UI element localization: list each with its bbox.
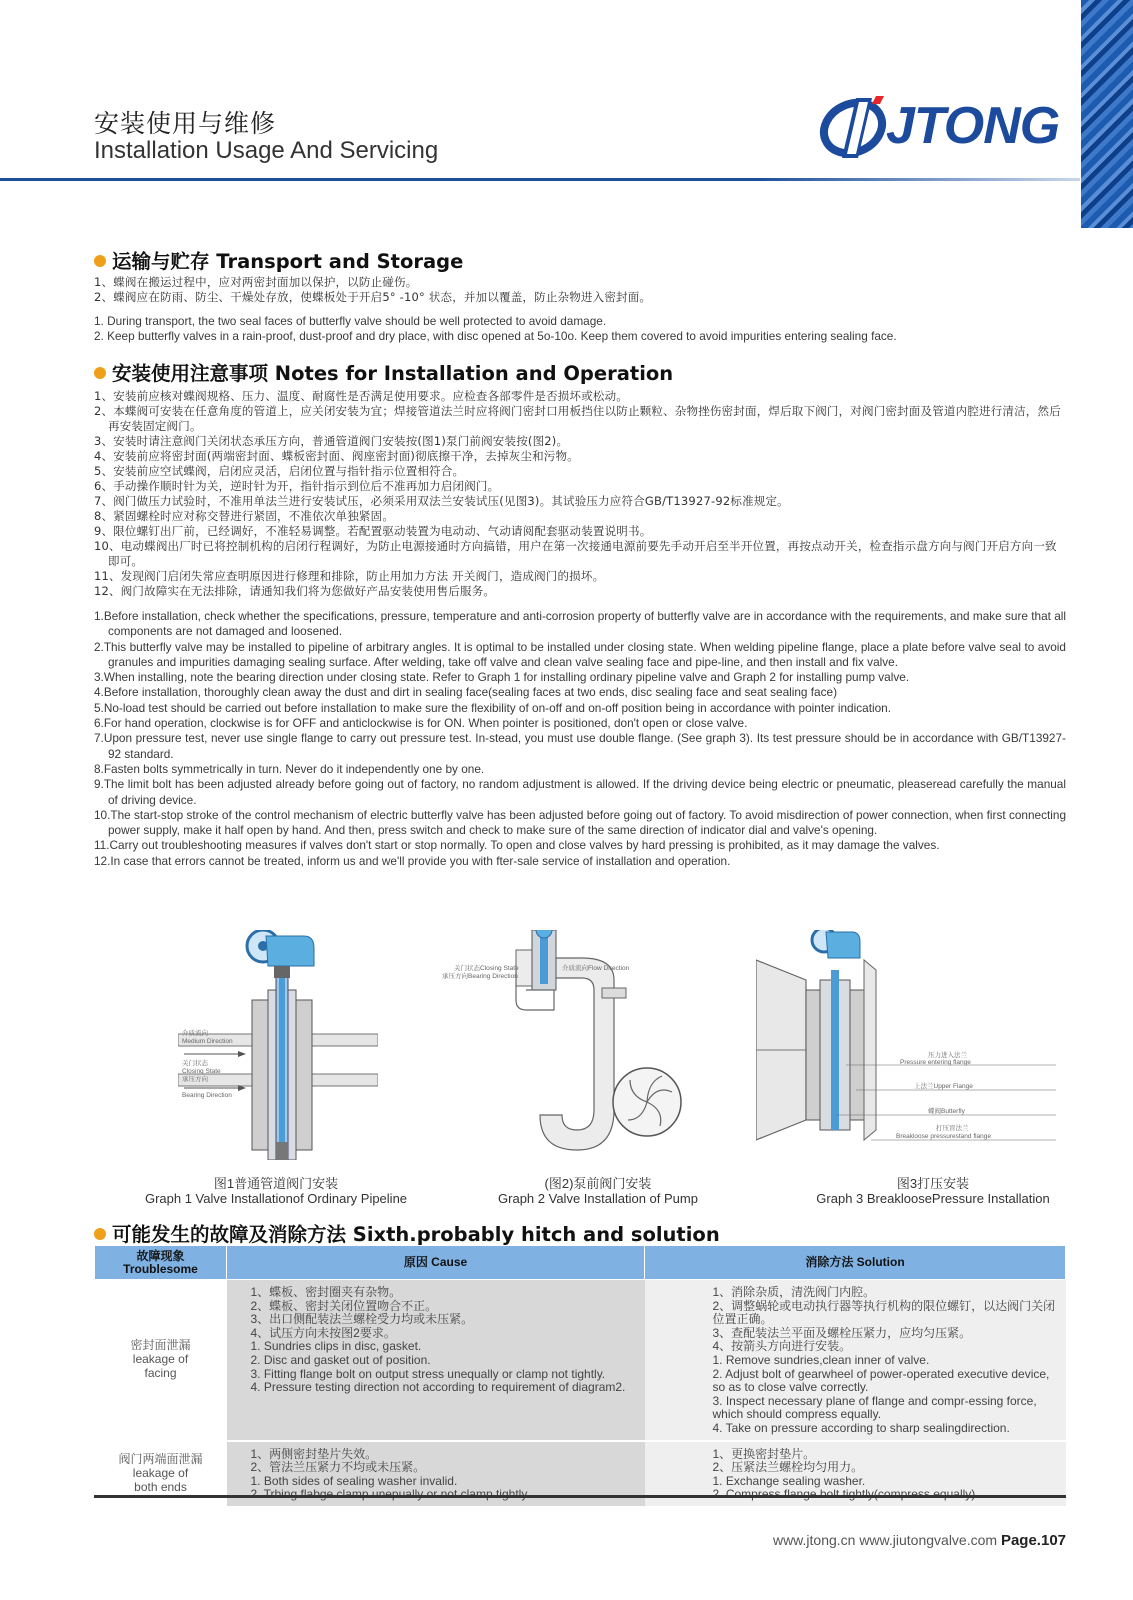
figure-3-label: Breakloose pressurestand flange <box>896 1133 992 1140</box>
transport-zh-item: 1、蝶阀在搬运过程中，应对两密封面加以保护，以防止碰伤。 <box>94 275 418 289</box>
install-zh-item: 12、阀门故障实在无法排除，请通知我们将为您做好产品安装使用售后服务。 <box>94 584 496 598</box>
figure-3-caption: 图3打压安装 Graph 3 BreakloosePressure Installation <box>816 1176 1050 1206</box>
figure-3-label: 打压盲法兰 <box>936 1125 969 1132</box>
install-en-item: 1.Before installation, check whether the specifications, pressure, temperature and anti-corrosion property of butterfly valve are in accordance with the requirements, and make sure that all components are not damaged and loosened. <box>94 609 1066 639</box>
solution-cell: 1、消除杂质，清洗阀门内腔。 2、调整蜗轮或电动执行器等执行机构的限位螺钉，以达阀门关闭位置正确。 3、查配装法兰平面及螺栓压紧力，应均匀压紧。 4、按箭头方向进行安装。 1. Remove sundries,clean inner of valve. 2. Adjust bolt of gearwheel of power-operated executive device, so as to close valve correctly. 3. Inspect necessary plane of flange and compr-essing force, which should compress equally. 4. Take on pressure according to sharp sealingdirection. <box>645 1280 1066 1441</box>
table-row <box>95 1280 1066 1441</box>
section-title-install: 安装使用注意事项 Notes for Installation and Operation <box>94 358 673 386</box>
figure-2-label: 关门状态Closing State <box>454 965 519 972</box>
install-en-item: 7.Upon pressure test, never use single flange to carry out pressure test. In-stead, you must use double flange. (See graph 3). Its test pressure should be in accordance with GB/T13927-92 standard. <box>94 731 1066 761</box>
figure-3-label: 蝶阀Butterfly <box>928 1108 965 1115</box>
install-zh-item: 8、紧固螺栓时应对称交替进行紧固，不准依次单独紧固。 <box>94 509 395 523</box>
symptom-cell: 密封面泄漏 leakage of facing <box>95 1280 227 1441</box>
figure-2-caption: (图2)泵前阀门安装 Graph 2 Valve Installation of Pump <box>498 1176 698 1206</box>
figure-1-ordinary-pipeline-diagram <box>178 930 378 1160</box>
page-title-zh: 安装使用与维修 <box>94 109 277 138</box>
page-footer <box>773 1532 1066 1549</box>
transport-en-item: 1. During transport, the two seal faces of butterfly valve should be well protected to avoid damage. <box>94 314 607 328</box>
brand-logo <box>818 92 1066 162</box>
header-divider <box>0 178 1080 181</box>
install-zh-item: 1、安装前应核对蝶阀规格、压力、温度、耐腐性是否满足使用要求。应检查各部零件是否损坏或松动。 <box>94 389 629 403</box>
table-bottom-rule <box>94 1495 1066 1498</box>
corner-stripe-decoration <box>1081 0 1133 228</box>
bullet-icon <box>94 255 106 267</box>
install-en-item: 2.This butterfly valve may be installed to pipeline of arbitrary angles. It is optimal to be installed under closing state. When welding pipeline flange, place a plate before valve seal to avoid granules and impurities damaging sealing surface. After welding, take off valve and clean valve sealing face and pipe-line, and then install and fix valve. <box>94 639 1066 669</box>
install-zh-item: 9、限位螺钉出厂前，已经调好，不准轻易调整。若配置驱动装置为电动动、气动请阅配套驱动装置说明书。 <box>94 524 652 538</box>
figure-2-label: 承压方向Bearing Direction <box>442 973 518 980</box>
section-title-trouble: 可能发生的故障及消除方法 Sixth.probably hitch and solution <box>94 1219 720 1247</box>
install-en-item: 9.The limit bolt has been adjusted already before going out of factory, no random adjustment is allowed. If the driving device being electric or pneumatic, pleaseread carefully the manual of driving device. <box>94 777 1066 807</box>
install-en-item: 10.The start-stop stroke of the control mechanism of electric butterfly valve has been adjusted before going out of factory. To avoid misdirection of power connection, when first connecting power supply, make it half open by hand. And then, press switch and check to make sure of the same direction of indicator dial and valve's opening. <box>94 807 1066 838</box>
cause-cell: 1、蝶板、密封圈夹有杂物。 2、蝶板、密封关闭位置吻合不正。 3、出口侧配装法兰螺栓受力均或未压紧。 4、试压方向未按图2要求。 1. Sundries clips in disc, gasket. 2. Disc and gasket out of position. 3. Fitting flange bolt on output stress unequally or clamp not tightly. 4. Pressure testing direction not according to requirement of diagram2. <box>227 1280 645 1441</box>
cause-cell: 1、两侧密封垫片失效。 2、管法兰压紧力不均或未压紧。 1. Both sides of sealing washer invalid. <box>227 1441 645 1507</box>
install-en-item: 11.Carry out troubleshooting measures if valves don't start or stop normally. To open and close valves by hard pressing is prohibited, as it may damage the valves. <box>94 838 940 853</box>
install-zh-item: 2、本蝶阀可安装在任意角度的管道上，应关闭安装为宜；焊接管道法兰时应将阀门密封口用板挡住以防止颗粒、杂物挫伤密封面，焊后取下阀门，对阀门密封面及管道内腔进行清洁，然后再安装固定阀门。 <box>94 404 1061 433</box>
figure-1-label: 介质流向 <box>182 1030 208 1037</box>
figure-3-pressure-test-diagram <box>756 930 1066 1160</box>
install-en-item: 5.No-load test should be carried out before installation to make sure the flexibility of on-off and on-off position being in accordance with pointer indication. <box>94 700 891 715</box>
figure-1-label: Bearing Direction <box>182 1092 232 1099</box>
figure-2-label: 介质流向Flow Direction <box>562 965 630 972</box>
transport-zh-item: 2、蝶阀应在防雨、防尘、干燥处存放，使蝶板处于开启5° -10° 状态，并加以覆盖，防止杂物进入密封面。 <box>94 290 652 304</box>
header-cause: 原因 Cause <box>227 1246 645 1280</box>
figure-3-label: Pressure entering flange <box>900 1059 971 1066</box>
figure-2-pump-diagram <box>442 930 682 1160</box>
page-title-en: Installation Usage And Servicing <box>94 137 439 164</box>
install-zh-item: 5、安装前应空试蝶阀，启闭应灵活，启闭位置与指针指示位置相符合。 <box>94 464 465 478</box>
figure-1-label: Medium Direction <box>182 1038 233 1045</box>
symptom-cell: 阀门两端面泄漏 leakage of both ends <box>95 1441 227 1507</box>
logo-mark-icon <box>818 92 888 162</box>
install-zh-item: 7、阀门做压力试验时，不准用单法兰进行安装试压，必须采用双法兰安装试压(见图3)。其试验压力应符合GB/T13927-92标准规定。 <box>94 494 789 508</box>
bullet-icon <box>94 367 106 379</box>
install-zh-item: 4、安装前应将密封面(两端密封面、蝶板密封面、阀座密封面)彻底擦干净，去掉灰尘和污物。 <box>94 449 579 463</box>
trouble-table <box>94 1245 1066 1508</box>
header-solution: 消除方法 Solution <box>645 1246 1066 1280</box>
transport-zh-list <box>94 275 1066 305</box>
install-en-item: 3.When installing, note the bearing direction under closing state. Refer to Graph 1 for installing ordinary pipeline valve and Graph 2 for installing pump valve. <box>94 670 910 685</box>
transport-en-item: 2. Keep butterfly valves in a rain-proof, dust-proof and dry place, with disc opened at 5o-10o. Keep them covered to avoid impurities entering sealing face. <box>94 329 897 344</box>
footer-websites: www.jtong.cn www.jiutongvalve.com <box>772 1532 998 1548</box>
figure-1-caption: 图1普通管道阀门安装 Graph 1 Valve Installationof Ordinary Pipeline <box>144 1176 408 1206</box>
transport-en-list <box>94 314 1066 345</box>
install-en-item: 4.Before installation, thoroughly clean away the dust and dirt in sealing face(sealing faces at two ends, disc sealing face and seat sealing face) <box>94 685 837 700</box>
logo-wordmark: JTONG <box>886 97 1060 155</box>
figure-3-label: 上法兰Upper Flange <box>914 1083 973 1090</box>
install-zh-item: 11、发现阀门启闭失常应查明原因进行修理和排除，防止用加力方法 开关阀门，造成阀门的损坏。 <box>94 569 605 583</box>
install-zh-list <box>94 389 1066 599</box>
figure-1-label: Closing State <box>182 1068 221 1075</box>
bullet-icon <box>94 1228 106 1240</box>
section-title-transport: 运输与贮存 Transport and Storage <box>94 246 463 274</box>
install-en-item: 12.In case that errors cannot be treated, inform us and we'll provide you with fter-sale service of installation and operation. <box>94 853 731 868</box>
table-header-row <box>95 1246 1066 1280</box>
install-zh-item: 3、安装时请注意阀门关闭状态承压方向，普通管道阀门安装按(图1)泵门前阀安装按(图2)。 <box>94 434 569 448</box>
solution-cell: 1、更换密封垫片。 2、压紧法兰螺栓均匀用力。 1. Exchange sealing washer. <box>645 1441 1066 1507</box>
figure-1-label: 承压方向 <box>182 1076 208 1083</box>
install-zh-item: 10、电动蝶阀出厂时已将控制机构的启闭行程调好，为防止电源接通时方向搞错，用户在第一次接通电源前要先手动开启至半开位置，再按点动开关，检查指示盘方向与阀门开启方向一致即可。 <box>94 539 1057 568</box>
install-en-item: 6.For hand operation, clockwise is for OFF and anticlockwise is for ON. When pointer is positioned, don't open or close valve. <box>94 716 748 731</box>
install-zh-item: 6、手动操作顺时针为关，逆时针为开，指针指示到位后不准再加力启闭阀门。 <box>94 479 500 493</box>
install-en-item: 8.Fasten bolts symmetrically in turn. Never do it independently one by one. <box>94 761 485 776</box>
install-en-list <box>94 609 1066 869</box>
figure-3-label: 压力进入法兰 <box>928 1052 967 1059</box>
page-number: Page.107 <box>1000 1532 1066 1549</box>
figure-1-label: 关门状态 <box>182 1060 208 1067</box>
header-symptom: 故障现象 Troublesome <box>95 1246 227 1280</box>
